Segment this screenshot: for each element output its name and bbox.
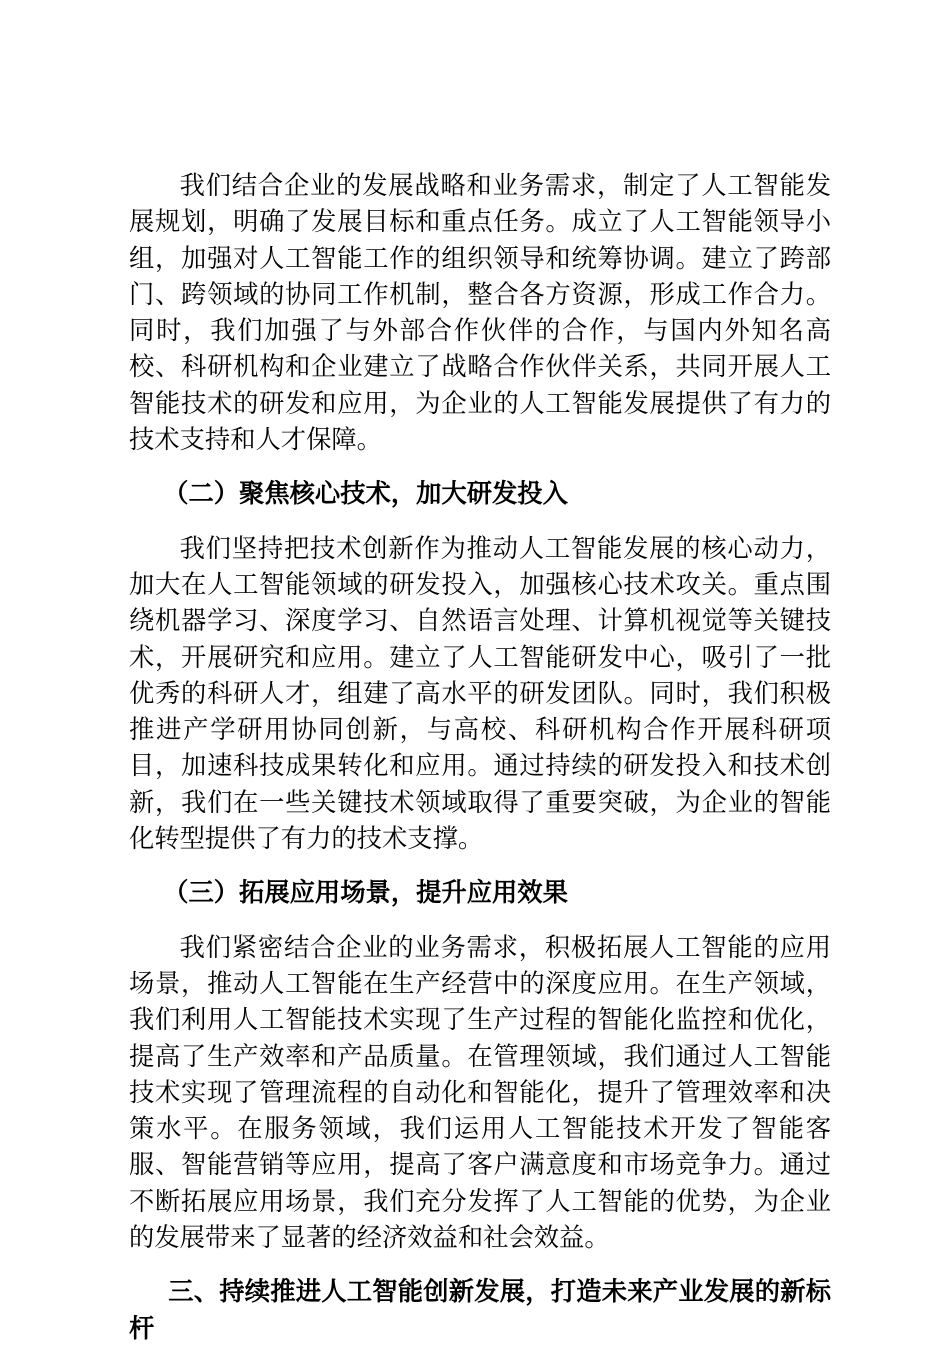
paragraph-rd-investment: 我们坚持把技术创新作为推动人工智能发展的核心动力，加大在人工智能领域的研发投入，加强核心技术攻关。重点围绕机器学习、深度学习、自然语言处理、计算机视觉等关键技术，开展研究和应用。建立了人工智能研发中心，吸引了一批优秀的科研人才，组建了高水平的研发团队。同时，我们积极推进产学研用协同创新，与高校、科研机构合作开展科研项目，加速科技成果转化和应用。通过持续的研发投入和技术创新，我们在一些关键技术领域取得了重要突破，为企业的智能化转型提供了有力的技术支撑。: [129, 533, 831, 854]
section-heading-core-tech: （二）聚焦核心技术，加大研发投入: [163, 479, 568, 509]
chapter-heading-three: 三、持续推进人工智能创新发展，打造未来产业发展的新标杆: [129, 1277, 831, 1343]
document-page: [129, 168, 831, 1347]
paragraph-org-planning: 我们结合企业的发展战略和业务需求，制定了人工智能发展规划，明确了发展目标和重点任务。成立了人工智能领导小组，加强对人工智能工作的组织领导和统筹协调。建立了跨部门、跨领域的协同工作机制，整合各方资源，形成工作合力。同时，我们加强了与外部合作伙伴的合作，与国内外知名高校、科研机构和企业建立了战略合作伙伴关系，共同开展人工智能技术的研发和应用，为企业的人工智能发展提供了有力的技术支持和人才保障。: [129, 171, 831, 455]
paragraph-application-scenarios: 我们紧密结合企业的业务需求，积极拓展人工智能的应用场景，推动人工智能在生产经营中的深度应用。在生产领域，我们利用人工智能技术实现了生产过程的智能化监控和优化，提高了生产效率和产品质量。在管理领域，我们通过人工智能技术实现了管理流程的自动化和智能化，提升了管理效率和决策水平。在服务领域，我们运用人工智能技术开发了智能客服、智能营销等应用，提高了客户满意度和市场竞争力。通过不断拓展应用场景，我们充分发挥了人工智能的优势，为企业的发展带来了显著的经济效益和社会效益。: [129, 932, 831, 1253]
section-heading-application: （三）拓展应用场景，提升应用效果: [163, 878, 568, 908]
